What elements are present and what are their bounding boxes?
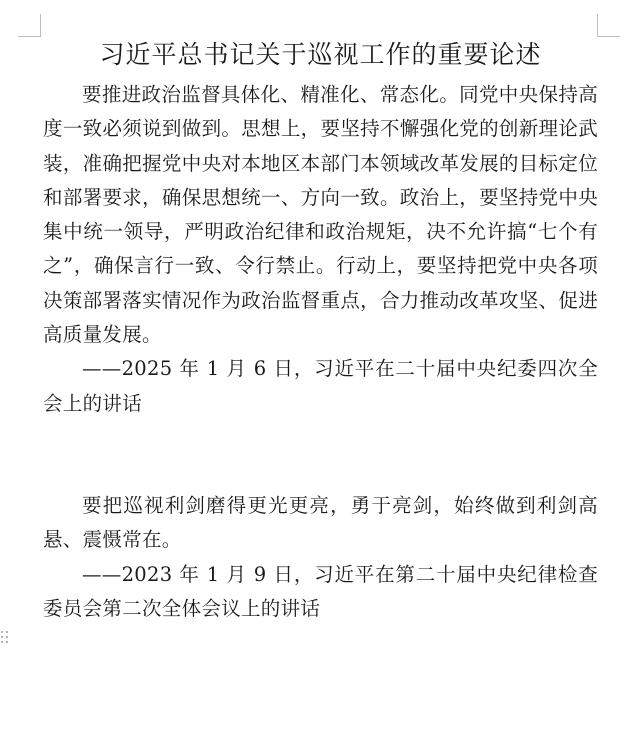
document-page[interactable] — [43, 38, 598, 626]
crop-mark-top-right — [597, 14, 620, 37]
document-title: 习近平总书记关于巡视工作的重要论述 — [99, 40, 542, 69]
paragraph-source-1: ——2025 年 1 月 6 日，习近平在二十届中央纪委四次全会上的讲话 — [43, 357, 598, 415]
paragraph-quote-2: 要把巡视利剑磨得更光更亮，勇于亮剑，始终做到利剑高悬、震慑常在。 — [43, 493, 598, 552]
paragraph-source-2: ——2023 年 1 月 9 日，习近平在第二十届中央纪律检查委员会第二次全体会议上的讲话 — [43, 562, 598, 620]
paragraph-quote-1: 要推进政治监督具体化、精准化、常态化。同党中央保持高度一致必须说到做到。思想上，要坚持不懈强化党的创新理论武装，准确把握党中央对本地区本部门本领域改革发展的目标定位和部署要求，确保思想统一、方向一致。政治上，要坚持党中央集中统一领导，严明政治纪律和政治规矩，决不允许搞“七个有之”，确保言行一致、令行禁止。行动上，要坚持把党中央各项决策部署落实情况作为政治监督重点，合力推动改革攻坚、促进高质量发展。 — [43, 83, 598, 347]
blank-line-gap — [43, 421, 598, 489]
crop-mark-top-left — [18, 14, 41, 37]
drag-handle-icon[interactable] — [1, 631, 11, 645]
